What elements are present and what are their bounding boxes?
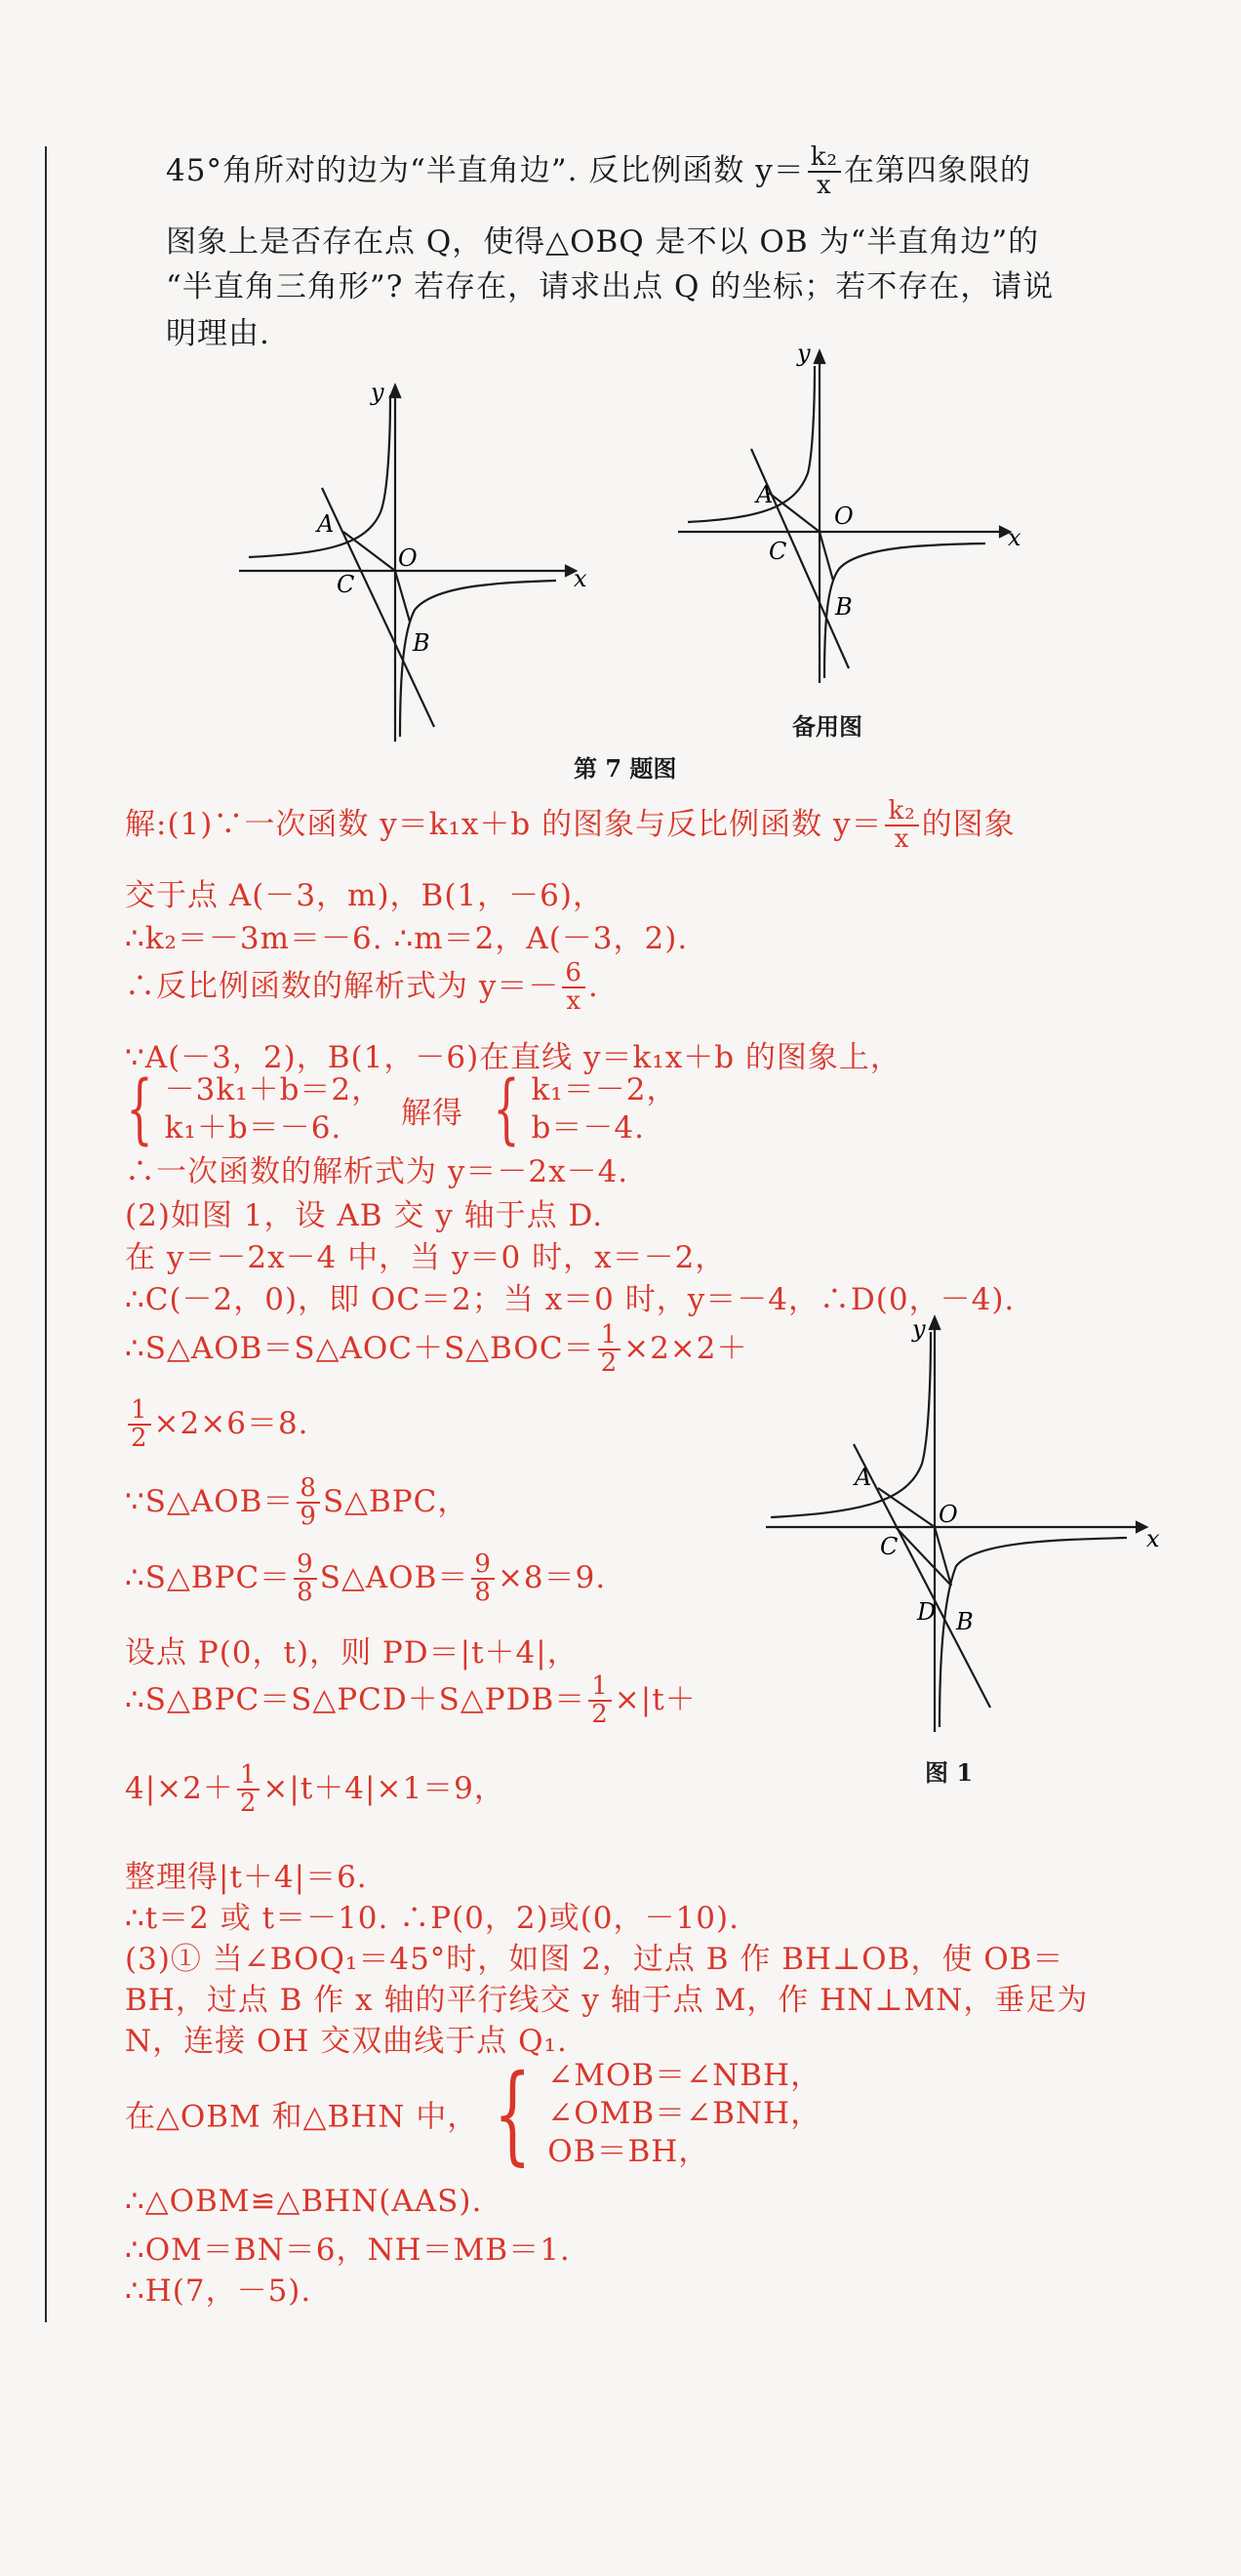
solution-text: ∵S△AOB＝ bbox=[125, 1483, 295, 1519]
solution-line-22: N，连接 OH 交双曲线于点 Q₁. bbox=[125, 2024, 568, 2059]
frac-num: 1 bbox=[588, 1673, 612, 1702]
solution-text: ×|t＋4|×1＝9， bbox=[262, 1770, 505, 1806]
label-c: C bbox=[880, 1533, 899, 1560]
solution-text: ∴S△BPC＝ bbox=[125, 1559, 292, 1595]
solution-line-24: ∴△OBM≌△BHN(AAS). bbox=[125, 2184, 483, 2219]
equation-system bbox=[478, 2051, 822, 2177]
frac-num: 8 bbox=[297, 1475, 320, 1504]
label-o: O bbox=[939, 1501, 958, 1528]
fraction bbox=[562, 960, 585, 1016]
solution-text: ×|t＋ bbox=[614, 1681, 697, 1717]
frac-den: 9 bbox=[300, 1502, 317, 1532]
label-x: x bbox=[574, 565, 587, 592]
label-c: C bbox=[769, 538, 787, 565]
solution-line-11 bbox=[125, 1322, 748, 1378]
margin-line bbox=[45, 146, 47, 2322]
segment-ao bbox=[769, 493, 820, 532]
label-x: x bbox=[1008, 524, 1021, 551]
solution-text: 的图象 bbox=[921, 806, 1016, 842]
solution-line-3: ∴k₂＝－3m＝－6. ∴m＝2，A(－3，2). bbox=[125, 921, 689, 956]
label-o: O bbox=[834, 503, 854, 530]
y-arrow bbox=[815, 351, 824, 363]
solution-line-8: (2)如图 1，设 AB 交 y 轴于点 D. bbox=[125, 1198, 604, 1233]
figure-main bbox=[234, 376, 585, 746]
solution-text: S△BPC， bbox=[322, 1483, 469, 1519]
label-a: A bbox=[317, 510, 335, 538]
frac-den: x bbox=[894, 825, 910, 855]
question-line-1 bbox=[166, 144, 1031, 200]
label-x: x bbox=[1146, 1525, 1160, 1552]
segment-ob bbox=[820, 532, 833, 581]
question-line-3: “半直角三角形”? 若存在，请求出点 Q 的坐标；若不存在，请说 bbox=[166, 269, 1055, 304]
solution-text: 在△OBM 和△BHN 中， bbox=[125, 2099, 479, 2135]
solution-line-10: ∴C(－2，0)，即 OC＝2；当 x＝0 时，y＝－4，∴D(0，－4). bbox=[125, 1282, 1016, 1317]
hyperbola-branch-2 bbox=[688, 366, 815, 522]
frac-num: 9 bbox=[294, 1551, 317, 1580]
frac-num: k₂ bbox=[885, 798, 918, 826]
equation: k₁＋b＝－6. bbox=[164, 1110, 342, 1146]
label-d: D bbox=[917, 1598, 937, 1626]
frac-den: x bbox=[816, 171, 832, 201]
equation: ∠OMB＝∠BNH， bbox=[547, 2095, 822, 2131]
left-brace: { bbox=[494, 2051, 533, 2177]
solution-text: ×2×2＋ bbox=[623, 1330, 748, 1366]
frac-num: k₂ bbox=[808, 144, 841, 173]
question-text: 在第四象限的 bbox=[843, 152, 1031, 188]
solution-line-17 bbox=[125, 1762, 505, 1818]
equation-system bbox=[482, 1066, 678, 1153]
solution-text: ∴S△BPC＝S△PCD＋S△PDB＝ bbox=[125, 1681, 586, 1717]
y-arrow bbox=[390, 385, 400, 397]
fraction bbox=[237, 1762, 260, 1818]
frac-den: 8 bbox=[474, 1578, 492, 1608]
question-line-4: 明理由. bbox=[166, 316, 270, 351]
equation-system bbox=[115, 1066, 383, 1153]
solution-line-7: ∴一次函数的解析式为 y＝－2x－4. bbox=[125, 1154, 629, 1189]
solution-line-13 bbox=[125, 1475, 468, 1531]
equation: ∠MOB＝∠NBH， bbox=[547, 2058, 822, 2093]
y-arrow bbox=[930, 1317, 940, 1329]
solution-text: ×2×6＝8. bbox=[153, 1405, 309, 1441]
label-c: C bbox=[337, 571, 355, 598]
solution-line-15: 设点 P(0，t)，则 PD＝|t＋4|， bbox=[125, 1635, 579, 1670]
solution-system-1 bbox=[115, 1066, 678, 1153]
equation-lines bbox=[547, 2057, 821, 2170]
solution-line-4 bbox=[125, 960, 599, 1016]
solution-line-12 bbox=[125, 1397, 309, 1453]
caption-fig1: 图 1 bbox=[925, 1758, 974, 1787]
figure-1 bbox=[761, 1308, 1171, 1737]
solution-line-14 bbox=[125, 1551, 606, 1607]
fraction-k2-over-x bbox=[808, 144, 841, 200]
hyperbola-branch-2 bbox=[771, 1332, 931, 1517]
label-b: B bbox=[956, 1608, 974, 1635]
solution-text: 解得 bbox=[401, 1095, 464, 1131]
solution-line-5: ∵A(－3，2)，B(1，－6)在直线 y＝k₁x＋b 的图象上， bbox=[125, 1040, 901, 1075]
x-arrow bbox=[1137, 1522, 1146, 1532]
left-brace: { bbox=[493, 1066, 521, 1153]
frac-den: 2 bbox=[600, 1348, 619, 1379]
solution-text: . bbox=[587, 968, 599, 1004]
frac-den: 8 bbox=[297, 1578, 314, 1608]
equation-lines bbox=[165, 1071, 383, 1147]
solution-line-9: 在 y＝－2x－4 中，当 y＝0 时，x＝－2， bbox=[125, 1240, 727, 1275]
solution-line-2: 交于点 A(－3，m)，B(1，－6)， bbox=[125, 878, 604, 913]
frac-num: 1 bbox=[237, 1762, 260, 1791]
line-ab bbox=[854, 1444, 990, 1708]
solution-line-16 bbox=[125, 1673, 697, 1729]
solution-line-19: ∴t＝2 或 t＝－10. ∴P(0，2)或(0，－10). bbox=[125, 1901, 740, 1936]
solution-line-21: BH，过点 B 作 x 轴的平行线交 y 轴于点 M，作 HN⊥MN，垂足为 bbox=[125, 1983, 1089, 2018]
label-y: y bbox=[797, 340, 811, 367]
question-text: 45°角所对的边为“半直角边”. 反比例函数 y＝ bbox=[166, 152, 805, 188]
label-b: B bbox=[835, 593, 853, 621]
caption-backup: 备用图 bbox=[792, 712, 862, 741]
label-o: O bbox=[398, 544, 418, 572]
fraction bbox=[471, 1551, 495, 1607]
label-b: B bbox=[413, 629, 430, 657]
solution-line-1 bbox=[125, 798, 1016, 854]
solution-line-23 bbox=[125, 2051, 822, 2177]
label-a: A bbox=[756, 481, 774, 508]
solution-text: 4|×2＋ bbox=[125, 1770, 234, 1806]
label-y: y bbox=[371, 379, 384, 406]
fraction bbox=[294, 1551, 317, 1607]
equation: －3k₁＋b＝2， bbox=[164, 1072, 383, 1108]
frac-den: 2 bbox=[591, 1700, 609, 1730]
solution-text: S△AOB＝ bbox=[319, 1559, 469, 1595]
fraction bbox=[598, 1322, 621, 1378]
label-y: y bbox=[912, 1315, 926, 1343]
frac-num: 6 bbox=[562, 960, 585, 988]
question-line-2: 图象上是否存在点 Q，使得△OBQ 是不以 OB 为“半直角边”的 bbox=[166, 224, 1040, 260]
solution-text: ∴反比例函数的解析式为 y＝－ bbox=[125, 968, 560, 1004]
solution-line-25: ∴OM＝BN＝6，NH＝MB＝1. bbox=[125, 2233, 571, 2268]
solution-line-20: (3)① 当∠BOQ₁＝45°时，如图 2，过点 B 作 BH⊥OB，使 OB＝ bbox=[125, 1942, 1064, 1977]
frac-num: 9 bbox=[471, 1551, 495, 1580]
equation: OB＝BH， bbox=[547, 2133, 710, 2169]
equation: k₁＝－2， bbox=[531, 1072, 678, 1108]
frac-num: 1 bbox=[598, 1322, 621, 1350]
figure-backup bbox=[673, 337, 1024, 688]
frac-den: 2 bbox=[239, 1789, 258, 1819]
solution-line-18: 整理得|t＋4|＝6. bbox=[125, 1860, 368, 1895]
fraction bbox=[128, 1397, 151, 1453]
label-a: A bbox=[855, 1464, 872, 1491]
fraction bbox=[297, 1475, 320, 1531]
solution-text: ×8＝9. bbox=[497, 1559, 607, 1595]
solution-line-26: ∴H(7，－5). bbox=[125, 2274, 312, 2309]
hyperbola-branch-4 bbox=[400, 581, 556, 737]
solution-text: ∴S△AOB＝S△AOC＋S△BOC＝ bbox=[125, 1330, 595, 1366]
solution-text: 解:(1)∵一次函数 y＝k₁x＋b 的图象与反比例函数 y＝ bbox=[125, 806, 883, 842]
frac-num: 1 bbox=[128, 1397, 151, 1426]
left-brace: { bbox=[126, 1066, 154, 1153]
fraction bbox=[588, 1673, 612, 1729]
segment-ob bbox=[395, 571, 410, 622]
frac-den: x bbox=[566, 986, 581, 1017]
fraction-k2-over-x bbox=[885, 798, 918, 854]
frac-den: 2 bbox=[131, 1424, 148, 1454]
caption-main: 第 7 题图 bbox=[574, 754, 677, 783]
equation: b＝－4. bbox=[531, 1110, 645, 1146]
equation-lines bbox=[532, 1071, 678, 1147]
